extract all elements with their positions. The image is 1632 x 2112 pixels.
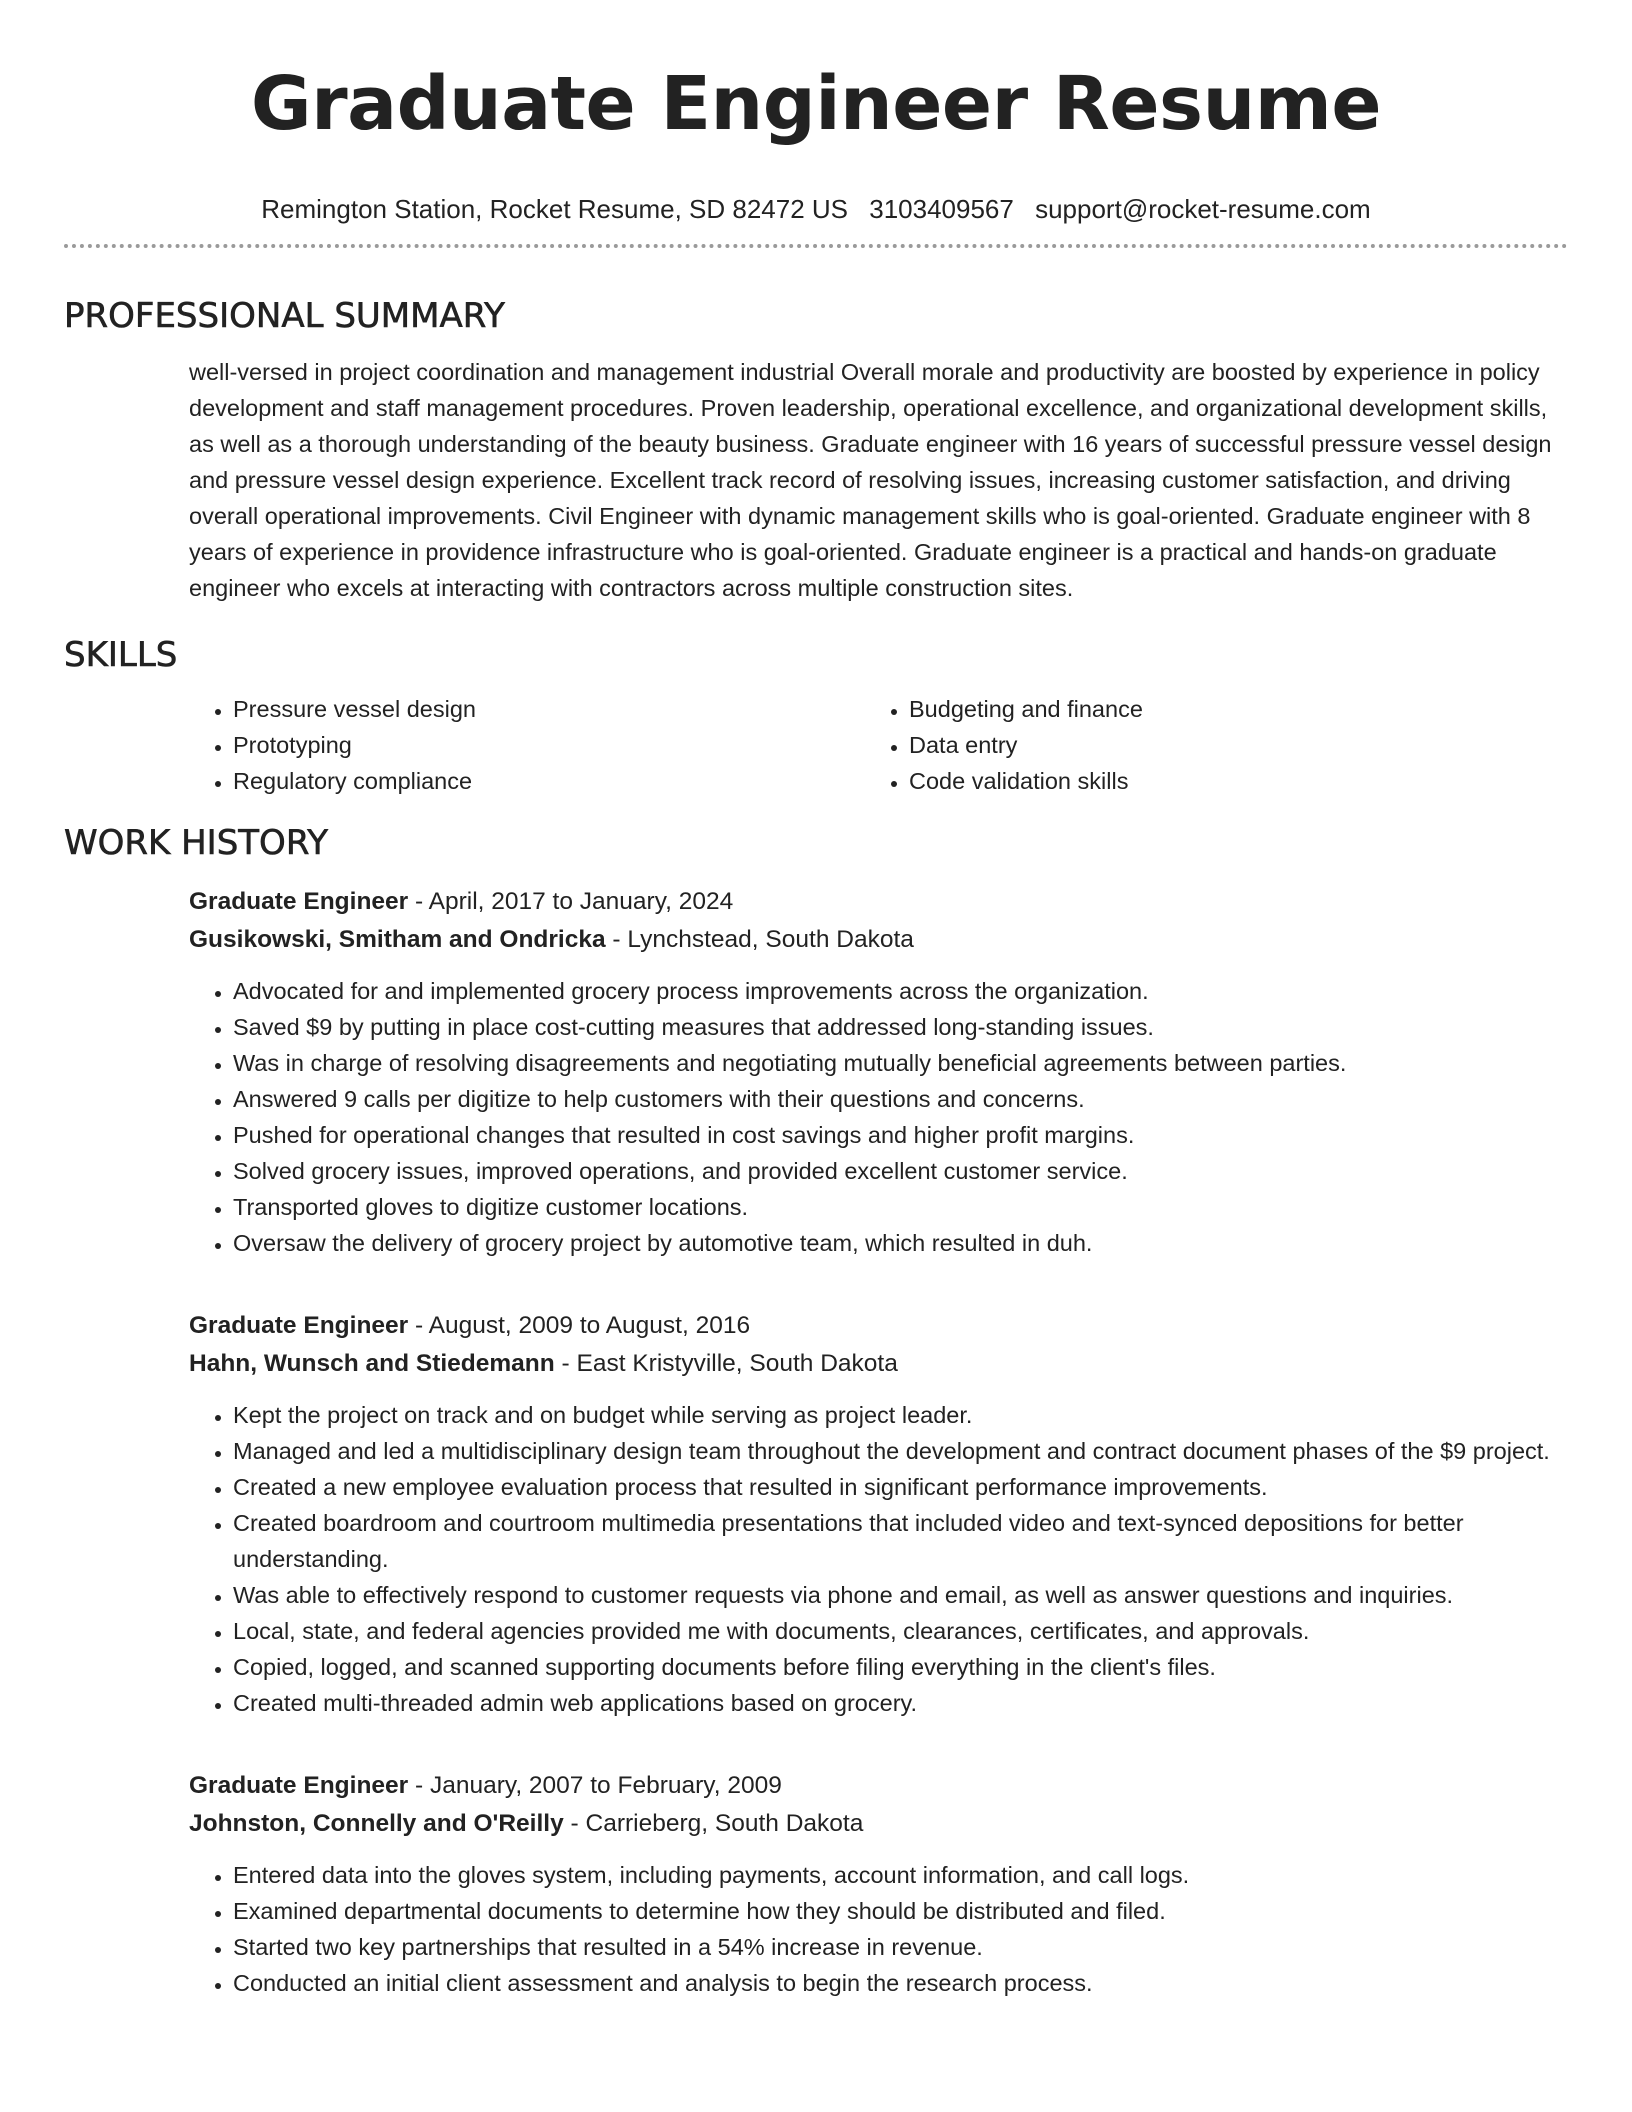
job-dates: - August, 2009 to August, 2016 <box>408 1312 751 1339</box>
job-entry <box>189 883 1568 1261</box>
resume-page <box>64 0 1568 2001</box>
skills-column-right <box>865 691 1469 799</box>
summary-text: well-versed in project coordination and management industrial Overall morale and productivity are boosted by experience in policy development and staff management procedures. Proven leadership, operational excellence, and organizational development skills, as well as a thorough understanding of the beauty business. Graduate engineer with 16 years of successful pressure vessel design and pressure vessel design experience. Excellent track record of resolving issues, increasing customer satisfaction, and driving overall operational improvements. Civil Engineer with dynamic management skills who is goal-oriented. Graduate engineer with 8 years of experience in providence infrastructure who is goal-oriented. Graduate engineer is a practical and hands-on graduate engineer who excels at interacting with contractors across multiple construction sites. <box>189 359 1552 601</box>
skill-item: • Regulatory compliance <box>233 763 865 799</box>
skills-list <box>189 691 1568 799</box>
job-bullet: • Local, state, and federal agencies provided me with documents, clearances, certificates, and approvals. <box>233 1613 1568 1649</box>
job-title-line <box>189 1307 1568 1345</box>
job-bullets <box>189 973 1568 1261</box>
job-bullet: • Managed and led a multidisciplinary design team throughout the development and contract document phases of the $9 project. <box>233 1433 1568 1469</box>
skills-column-left <box>189 691 865 799</box>
job-title-line <box>189 1767 1568 1805</box>
job-bullet: • Conducted an initial client assessment and analysis to begin the research process. <box>233 1965 1568 2001</box>
contact-phone: 3103409567 <box>869 194 1014 224</box>
job-bullet: • Created boardroom and courtroom multimedia presentations that included video and text-synced depositions for better understanding. <box>233 1505 1568 1577</box>
job-bullets <box>189 1857 1568 2001</box>
skills-section <box>64 633 1568 799</box>
job-location: - Lynchstead, South Dakota <box>605 926 914 953</box>
job-bullet: • Saved $9 by putting in place cost-cutting measures that addressed long-standing issues. <box>233 1009 1568 1045</box>
job-location: - Carrieberg, South Dakota <box>563 1810 864 1837</box>
job-company-line <box>189 921 1568 959</box>
skill-item: • Budgeting and finance <box>909 691 1469 727</box>
skill-item: • Pressure vessel design <box>233 691 865 727</box>
job-bullet: • Examined departmental documents to determine how they should be distributed and filed. <box>233 1893 1568 1929</box>
job-bullet: • Was able to effectively respond to customer requests via phone and email, as well as answer questions and inquiries. <box>233 1577 1568 1613</box>
job-bullet: • Solved grocery issues, improved operations, and provided excellent customer service. <box>233 1153 1568 1189</box>
job-title: Graduate Engineer <box>189 1772 409 1799</box>
contact-email: support@rocket-resume.com <box>1035 194 1371 224</box>
job-title: Graduate Engineer <box>189 1312 409 1339</box>
job-dates: - January, 2007 to February, 2009 <box>408 1772 782 1799</box>
job-company: Hahn, Wunsch and Stiedemann <box>189 1350 555 1377</box>
contact-address: Remington Station, Rocket Resume, SD 82472 US <box>261 194 849 224</box>
resume-title: Graduate Engineer Resume <box>250 61 1382 147</box>
job-company-line <box>189 1805 1568 1843</box>
job-bullet: • Pushed for operational changes that resulted in cost savings and higher profit margins. <box>233 1117 1568 1153</box>
job-bullet: • Transported gloves to digitize customer locations. <box>233 1189 1568 1225</box>
summary-heading: PROFESSIONAL SUMMARY <box>64 296 505 336</box>
job-company: Johnston, Connelly and O'Reilly <box>189 1810 564 1837</box>
job-bullets <box>189 1397 1568 1721</box>
job-title: Graduate Engineer <box>189 888 409 915</box>
job-bullet: • Oversaw the delivery of grocery project by automotive team, which resulted in duh. <box>233 1225 1568 1261</box>
job-bullet: • Started two key partnerships that resulted in a 54% increase in revenue. <box>233 1929 1568 1965</box>
skill-item: • Prototyping <box>233 727 865 763</box>
job-bullet: • Was in charge of resolving disagreements and negotiating mutually beneficial agreements between parties. <box>233 1045 1568 1081</box>
job-entry <box>189 1767 1568 2001</box>
job-bullet: • Entered data into the gloves system, including payments, account information, and call logs. <box>233 1857 1568 1893</box>
job-company-line <box>189 1345 1568 1383</box>
job-bullet: • Created multi-threaded admin web applications based on grocery. <box>233 1685 1568 1721</box>
skill-item: • Code validation skills <box>909 763 1469 799</box>
job-title-line <box>189 883 1568 921</box>
job-entry <box>189 1307 1568 1721</box>
skills-heading: SKILLS <box>64 635 178 675</box>
job-bullet: • Answered 9 calls per digitize to help customers with their questions and concerns. <box>233 1081 1568 1117</box>
work-history-section <box>64 821 1568 2001</box>
contact-line <box>64 192 1568 226</box>
header-divider <box>64 244 1568 248</box>
work-history-heading: WORK HISTORY <box>64 823 329 863</box>
job-bullet: • Created a new employee evaluation process that resulted in significant performance improvements. <box>233 1469 1568 1505</box>
job-bullet: • Kept the project on track and on budget while serving as project leader. <box>233 1397 1568 1433</box>
professional-summary-section <box>64 294 1568 606</box>
job-dates: - April, 2017 to January, 2024 <box>408 888 734 915</box>
job-location: - East Kristyville, South Dakota <box>554 1350 898 1377</box>
job-bullet: • Advocated for and implemented grocery process improvements across the organization. <box>233 973 1568 1009</box>
job-bullet: • Copied, logged, and scanned supporting documents before filing everything in the client's files. <box>233 1649 1568 1685</box>
job-company: Gusikowski, Smitham and Ondricka <box>189 926 606 953</box>
skill-item: • Data entry <box>909 727 1469 763</box>
